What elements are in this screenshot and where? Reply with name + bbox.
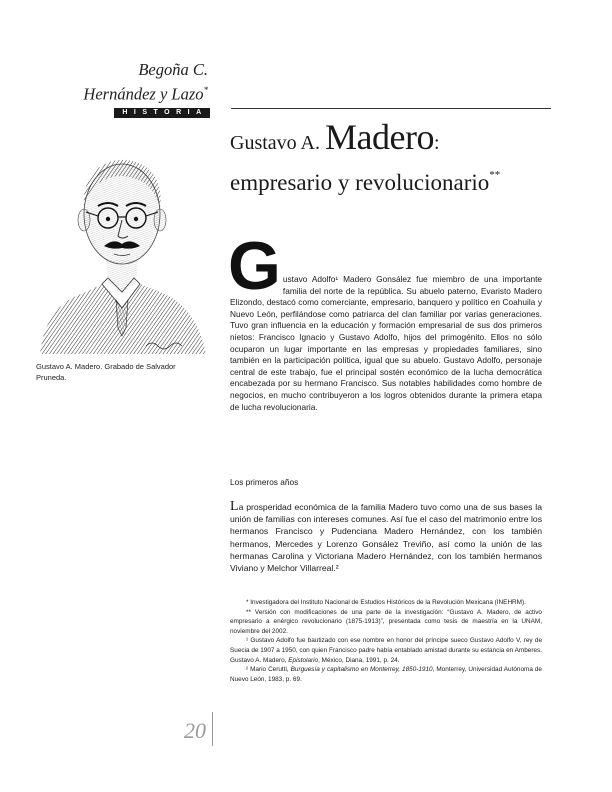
title-colon: : [433, 132, 440, 154]
footnote-3-title: Epistolario [288, 656, 319, 664]
footnote-3-text: ¹ Gustavo Adolfo fue bautizado con ese nombre en honor del príncipe sueco Gustavo Adolfo V, rey de Suecia de 1907 a 1950, con quien Francisco padre había entablado amistad durante su estancia en Amberes. Gustavo A. Madero, [230, 637, 542, 664]
title-rule [231, 108, 551, 109]
footnote-3 [230, 636, 542, 665]
page-number: 20 [184, 718, 206, 743]
footnote-4-pub: , Monterrey, Universidad Autónoma de Nuevo León, 1983, p. 69. [230, 666, 542, 683]
footnote-2: ** Versión con modificaciones de una parte de la investigación: “Gustavo A. Madero, de activo empresario a enérgico revolucionario (1875-1913)”, presentada como tesis de maestría en la UNAM, noviembre del 2002. [230, 608, 542, 635]
intro-text: ustavo Adolfo¹ Madero Gonsález fue miembro de una importante familia del norte de la república. Su abuelo paterno, Evaristo Madero Elizondo, destacó como comerciante, empresario, banquero y político en Coahuila y Nuevo León, perfilándose como patriarca del clan familiar por varias generaciones. Tuvo gran influencia en la educación y formación empresarial de sus dos primeros nietos: Francisco Ignacio y Gustavo Adolfo, hijos del primogénito. Ellos no sólo ocuparon un lugar importante en las empresas y propiedades familiares, sino también en la participación política, igual que su abuelo. Gustavo Adolfo, personaje central de este trabajo, fue el principal sostén económico de la lucha democrática encabezada por su hermano Francisco. Sus notables habilidades como hombre de negocios, en mucho contribuyeron a los logros obtenidos durante la primera etapa de lucha revolucionaria. [230, 274, 542, 412]
author-line-2 [8, 80, 208, 105]
author-footnote-mark: * [203, 85, 208, 95]
article-title [230, 117, 570, 198]
title-footnote-mark: ** [489, 169, 501, 181]
author-line-1: Begoña C. [138, 60, 208, 79]
section-heading: Los primeros años [230, 477, 299, 487]
portrait-engraving [36, 132, 208, 354]
intro-paragraph [228, 228, 542, 413]
second-paragraph [230, 501, 542, 574]
author-name [8, 60, 208, 105]
drop-cap: G [228, 228, 281, 304]
subtitle-text: empresario y revolucionario [230, 170, 490, 195]
footnote-4-title: Burguesía y capitalismo en Monterrey, 1850-1910 [290, 666, 433, 674]
title-subtitle [230, 160, 570, 198]
footnote-4 [230, 665, 542, 684]
page-number-rule [212, 712, 213, 746]
section-label: HISTORIA [114, 108, 210, 118]
footnotes [230, 598, 542, 684]
portrait-caption: Gustavo A. Madero. Grabado de Salvador Pruneda. [36, 362, 176, 382]
title-name: Gustavo A. [230, 132, 320, 154]
author-surname: Hernández y Lazo [83, 84, 204, 104]
second-text: a prosperidad económica de la familia Madero tuvo como una de sus bases la unión de familias con intereses comunes. Así fue el caso del matrimonio entre los hermanos Francisco y Pudenciana Madero Hernández, con los también hermanos, Mercedes y Lorenzo Gonsález Treviño, así como la unión de las hermanas Carolina y Victoriana Madero Hernández, con los también hermanos Viviano y Melchor Villarreal.² [230, 502, 542, 574]
footnote-3-pub: , México, Diana, 1991, p. 24. [318, 656, 400, 664]
initial-cap: L [230, 499, 239, 514]
title-surname: Madero [325, 117, 434, 157]
footnote-1: * Investigadora del Instituto Nacional de Estudios Históricos de la Revolución Mexicana (INEHRM). [246, 599, 526, 606]
footnote-4-text: ² Mario Cerutti, [246, 666, 289, 674]
